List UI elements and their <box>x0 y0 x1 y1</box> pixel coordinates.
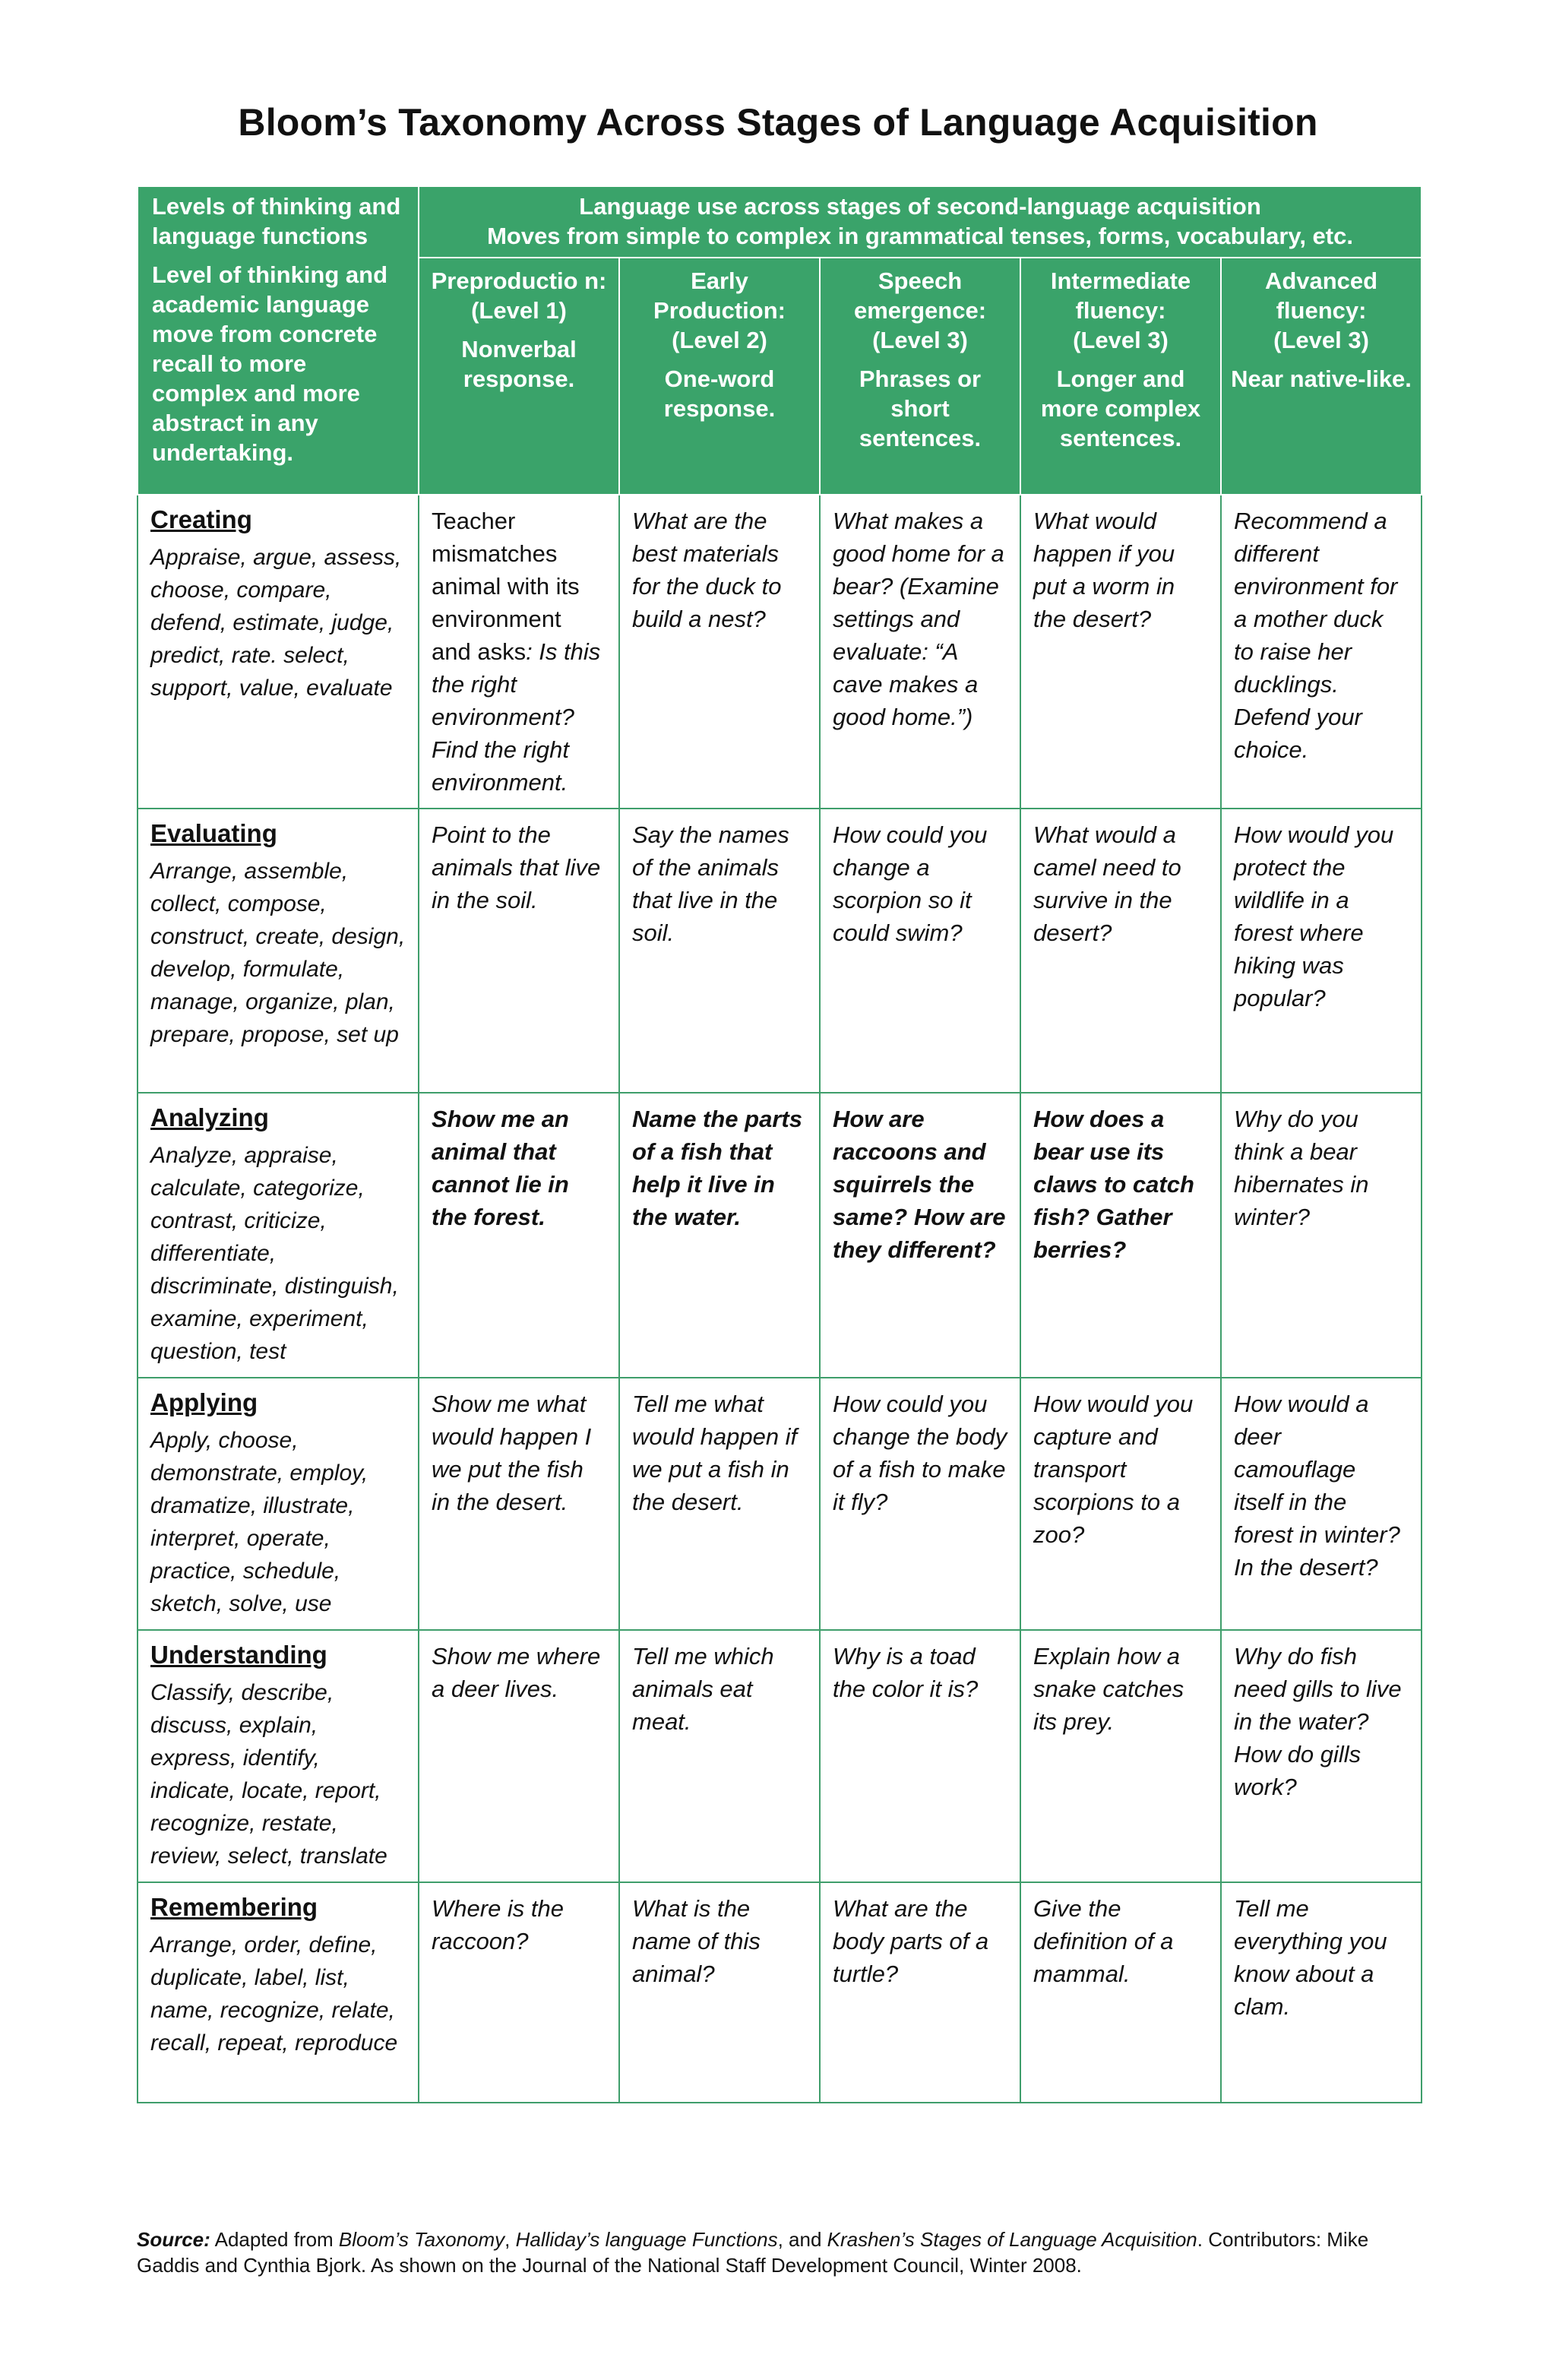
level-verbs: Arrange, order, define, duplicate, label, list, name, recognize, relate, recall, repeat, reproduce <box>150 1932 398 2056</box>
table-cell: What would happen if you put a worm in the desert? <box>1020 495 1221 809</box>
stage-header-intermediate-fluency <box>1020 258 1221 495</box>
table-cell: Name the parts of a fish that help it live in the water. <box>619 1093 820 1378</box>
table-cell: Point to the animals that live in the soil. <box>419 809 619 1093</box>
table-cell: Why is a toad the color it is? <box>820 1630 1020 1882</box>
table-cell: How would you capture and transport scorpions to a zoo? <box>1020 1378 1221 1630</box>
table-cell: What are the body parts of a turtle? <box>820 1882 1020 2103</box>
table-cell: What makes a good home for a bear? (Examine settings and evaluate: “A cave makes a good home.”) <box>820 495 1020 809</box>
table-row-creating <box>138 495 1422 809</box>
source-text: , and <box>777 2228 827 2251</box>
source-footnote <box>137 2227 1421 2278</box>
stage-desc: One-word response. <box>663 366 776 422</box>
table-cell: How could you change the body of a fish to make it fly? <box>820 1378 1020 1630</box>
stage-level: (Level 1) <box>471 297 567 324</box>
table-cell: Tell me what would happen if we put a fish in the desert. <box>619 1378 820 1630</box>
table-cell: How would a deer camouflage itself in the forest in winter? In the desert? <box>1221 1378 1422 1630</box>
source-label: Source: <box>137 2228 210 2251</box>
stage-header-early-production <box>619 258 820 495</box>
table-cell: Where is the raccoon? <box>419 1882 619 2103</box>
stage-name: Early Production: <box>653 267 786 324</box>
stage-name: Advanced fluency: <box>1264 267 1378 324</box>
table-cell: Give the definition of a mammal. <box>1020 1882 1221 2103</box>
row-label-evaluating <box>138 809 419 1093</box>
table-cell: How could you change a scorpion so it could swim? <box>820 809 1020 1093</box>
stage-level: (Level 3) <box>872 327 968 353</box>
table-cell: Show me where a deer lives. <box>419 1630 619 1882</box>
stage-name: Preproductio n: <box>431 267 607 294</box>
stage-header-speech-emergence <box>820 258 1020 495</box>
table-row-understanding <box>138 1630 1422 1882</box>
table-row-remembering <box>138 1882 1422 2103</box>
table-cell: How are raccoons and squirrels the same? How are they different? <box>820 1093 1020 1378</box>
table-row-evaluating <box>138 809 1422 1093</box>
levels-header-desc: Level of thinking and academic language move from concrete recall to more complex and more abstract in any undertaking. <box>152 261 388 466</box>
table-row-analyzing <box>138 1093 1422 1378</box>
row-label-analyzing <box>138 1093 419 1378</box>
row-label-creating <box>138 495 419 809</box>
levels-header-title: Levels of thinking and language functions <box>152 193 401 249</box>
level-verbs: Appraise, argue, assess, choose, compare, defend, estimate, judge, predict, rate. select, support, value, evaluate <box>150 545 402 701</box>
stage-desc: Longer and more complex sentences. <box>1040 366 1201 451</box>
row-label-applying <box>138 1378 419 1630</box>
stage-header-advanced-fluency <box>1221 258 1422 495</box>
levels-header <box>138 186 419 495</box>
taxonomy-table <box>137 185 1422 2103</box>
stage-level: (Level 3) <box>1273 327 1369 353</box>
table-cell: What is the name of this animal? <box>619 1882 820 2103</box>
level-name: Analyzing <box>150 1103 269 1131</box>
source-text: , <box>504 2228 516 2251</box>
table-cell: What are the best materials for the duck to build a nest? <box>619 495 820 809</box>
level-verbs: Analyze, appraise, calculate, categorize, contrast, criticize, differentiate, discriminate, distinguish, examine, experiment, question, test <box>150 1143 399 1364</box>
level-verbs: Arrange, assemble, collect, compose, construct, create, design, develop, formulate, manage, organize, plan, prepare, propose, set up <box>150 859 406 1047</box>
stage-name: Intermediate fluency: <box>1050 267 1191 324</box>
source-text: Adapted from <box>210 2228 339 2251</box>
table-cell: Show me what would happen I we put the fish in the desert. <box>419 1378 619 1630</box>
language-use-title: Language use across stages of second-language acquisition <box>579 193 1261 220</box>
source-ref: Bloom’s Taxonomy <box>338 2228 505 2251</box>
language-use-desc: Moves from simple to complex in grammatical tenses, forms, vocabulary, etc. <box>487 223 1353 249</box>
table-cell: What would a camel need to survive in the desert? <box>1020 809 1221 1093</box>
level-verbs: Apply, choose, demonstrate, employ, dramatize, illustrate, interpret, operate, practice, schedule, sketch, solve, use <box>150 1428 368 1616</box>
page-title: Bloom’s Taxonomy Across Stages of Language Acquisition <box>238 101 1318 144</box>
table-cell: Tell me which animals eat meat. <box>619 1630 820 1882</box>
stage-desc: Nonverbal response. <box>461 336 577 392</box>
table-cell: Why do you think a bear hibernates in winter? <box>1221 1093 1422 1378</box>
stage-level: (Level 3) <box>1073 327 1169 353</box>
table-cell: Explain how a snake catches its prey. <box>1020 1630 1221 1882</box>
stage-name: Speech emergence: <box>853 267 987 324</box>
row-label-remembering <box>138 1882 419 2103</box>
source-ref: Krashen’s Stages of Language Acquisition <box>827 2228 1197 2251</box>
language-use-header <box>419 186 1422 258</box>
row-label-understanding <box>138 1630 419 1882</box>
cell-text-italic: : Is this the right environment? Find the right environment. <box>432 638 601 796</box>
table-cell: Show me an animal that cannot lie in the forest. <box>419 1093 619 1378</box>
stage-desc: Phrases or short sentences. <box>859 366 982 451</box>
level-verbs: Classify, describe, discuss, explain, express, identify, indicate, locate, report, recognize, restate, review, select, translate <box>150 1680 387 1869</box>
level-name: Evaluating <box>150 819 277 847</box>
table-row-applying <box>138 1378 1422 1630</box>
level-name: Understanding <box>150 1641 327 1669</box>
level-name: Remembering <box>150 1893 318 1921</box>
level-name: Applying <box>150 1388 258 1416</box>
cell-text: Teacher mismatches animal with its environment and asks <box>432 508 580 665</box>
source-ref: Halliday’s language Functions <box>515 2228 778 2251</box>
table-cell: Say the names of the animals that live in the soil. <box>619 809 820 1093</box>
stage-desc: Near native-like. <box>1231 366 1412 392</box>
table-cell: How does a bear use its claws to catch fish? Gather berries? <box>1020 1093 1221 1378</box>
source-text: . Contributors: Mike Gaddis and Cynthia Bjork. As shown on the Journal of the National Staff Development Council, Winter 2008. <box>137 2228 1369 2277</box>
table-cell: Recommend a different environment for a mother duck to raise her ducklings. Defend your choice. <box>1221 495 1422 809</box>
table-cell <box>419 495 619 809</box>
table-cell: How would you protect the wildlife in a forest where hiking was popular? <box>1221 809 1422 1093</box>
stage-level: (Level 2) <box>672 327 767 353</box>
stage-header-preproduction <box>419 258 619 495</box>
table-cell: Tell me everything you know about a clam. <box>1221 1882 1422 2103</box>
table-cell: Why do fish need gills to live in the water? How do gills work? <box>1221 1630 1422 1882</box>
level-name: Creating <box>150 505 252 533</box>
